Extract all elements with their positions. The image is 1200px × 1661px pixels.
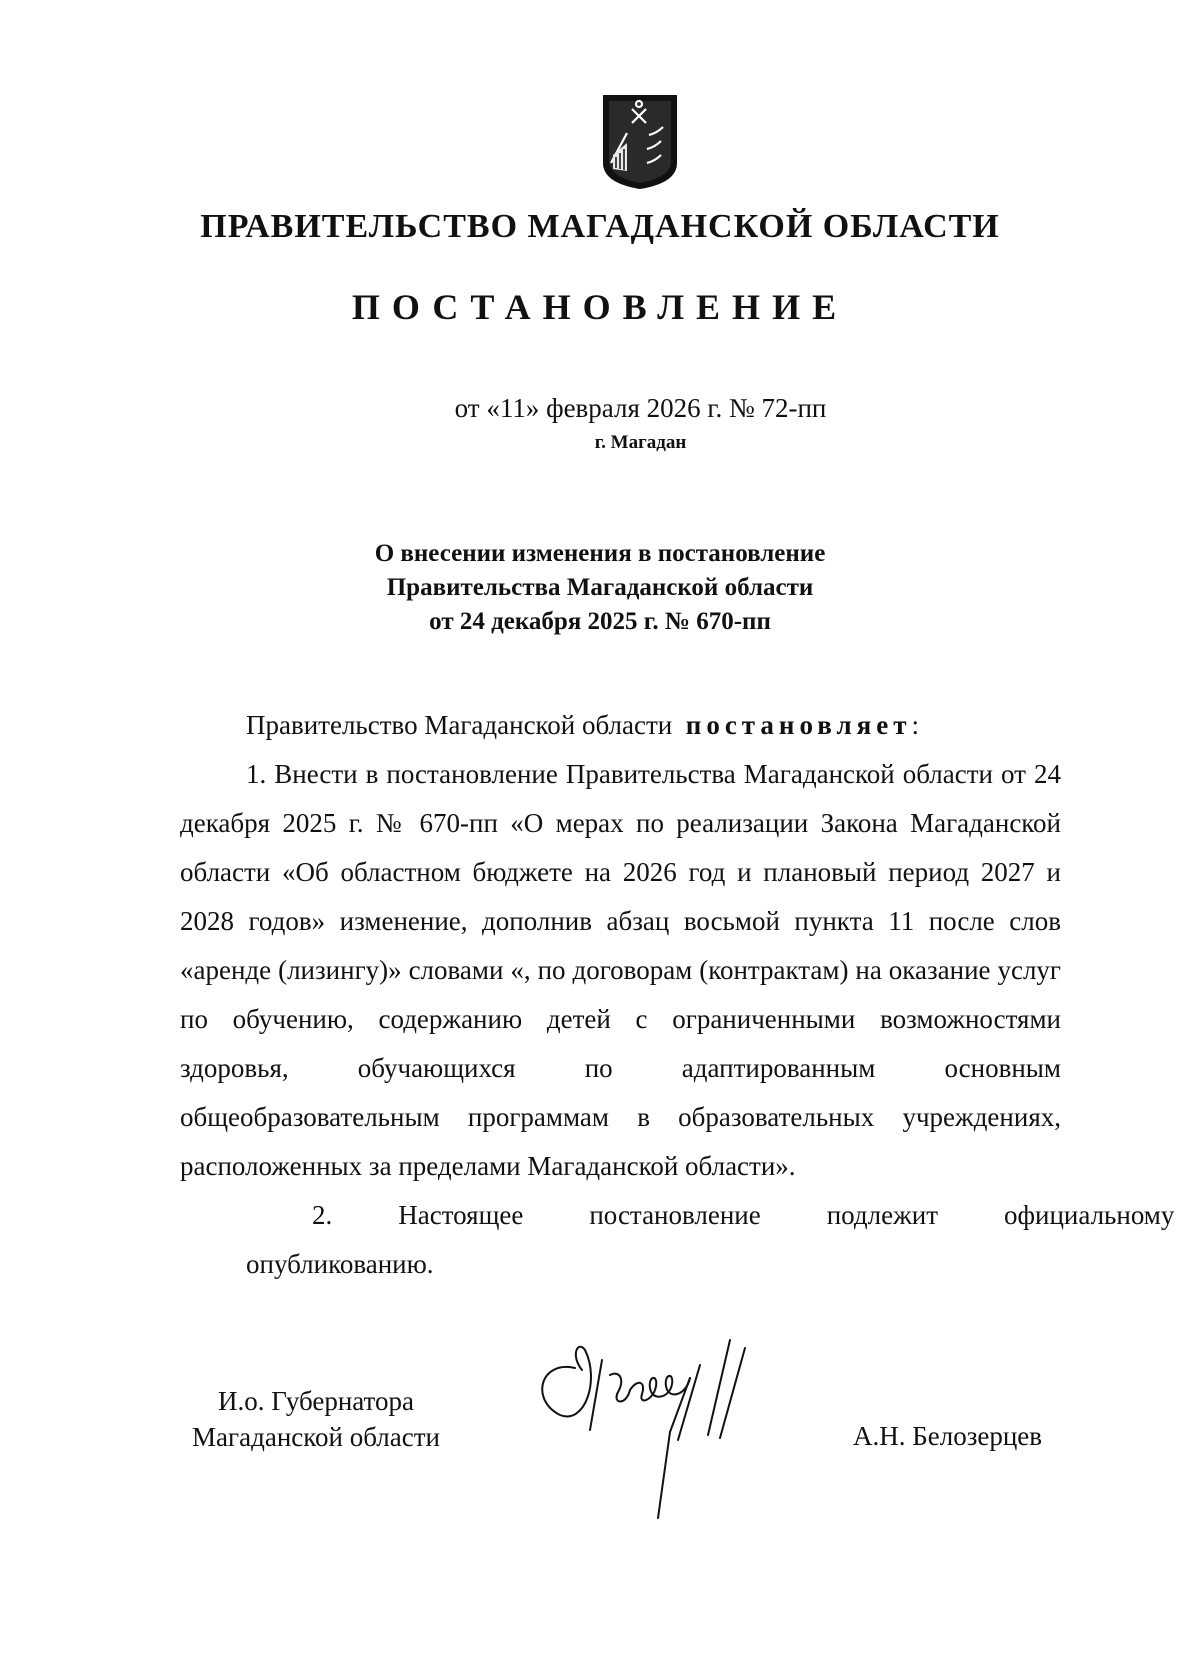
item-2-first-line (180, 1191, 1175, 1240)
item-2-word: официальному (1004, 1200, 1175, 1230)
item-2-tail: опубликованию. (246, 1249, 434, 1279)
handwritten-signature-icon (530, 1320, 780, 1530)
item-2-word: Настоящее (398, 1200, 524, 1230)
resolution-lead (180, 701, 1061, 750)
resolution-item-2 (180, 1191, 1175, 1289)
document-type: ПОСТАНОВЛЕНИЕ (351, 287, 849, 327)
lead-text: Правительство Магаданской области (246, 710, 673, 740)
document-date-number: от «11» февраля 2026 г. № 72-пп (454, 393, 827, 423)
document-city: г. Магадан (594, 432, 687, 453)
signatory-title-line-1: И.о. Губернатора (217, 1386, 414, 1416)
item-2-word: подлежит (826, 1200, 939, 1230)
document-subject (0, 537, 1200, 639)
lead-colon: : (911, 710, 920, 740)
signatory-title (186, 1383, 446, 1455)
subject-line-2: Правительства Магаданской области (386, 574, 814, 601)
signatory-title-line-2: Магаданской области (192, 1422, 440, 1452)
resolution-item-1: 1. Внести в постановление Правительства Магаданской области от 24 декабря 2025 г. № 670-пп «О мерах по реализации Закона Магаданской области «Об областном бюджете на 2026 год и плановый период 2027 и 2028 годов» изменение, дополнив абзац восьмой пункта 11 после слов «аренде (лизингу)» словами «, по договорам (контрактам) на оказание услуг по обучению, содержанию детей с ограниченными возможностями здоровья, обучающихся по адаптированным основным общеобразовательным программам в образовательных учреждениях, расположенных за пределами Магаданской области». (180, 759, 1061, 1181)
magadan-coat-of-arms-icon (601, 93, 679, 191)
lead-keyword: постановляет (685, 710, 912, 740)
subject-line-1: О внесении изменения в постановление (374, 540, 826, 567)
item-2-word: постановление (589, 1200, 761, 1230)
document-body (180, 701, 1175, 1289)
signatory-name: А.Н. Белозерцев (853, 1421, 1043, 1451)
item-2-word: 2. (312, 1200, 333, 1230)
organization-name: ПРАВИТЕЛЬСТВО МАГАДАНСКОЙ ОБЛАСТИ (200, 208, 1000, 245)
subject-line-3: от 24 декабря 2025 г. № 670-пп (429, 608, 771, 635)
